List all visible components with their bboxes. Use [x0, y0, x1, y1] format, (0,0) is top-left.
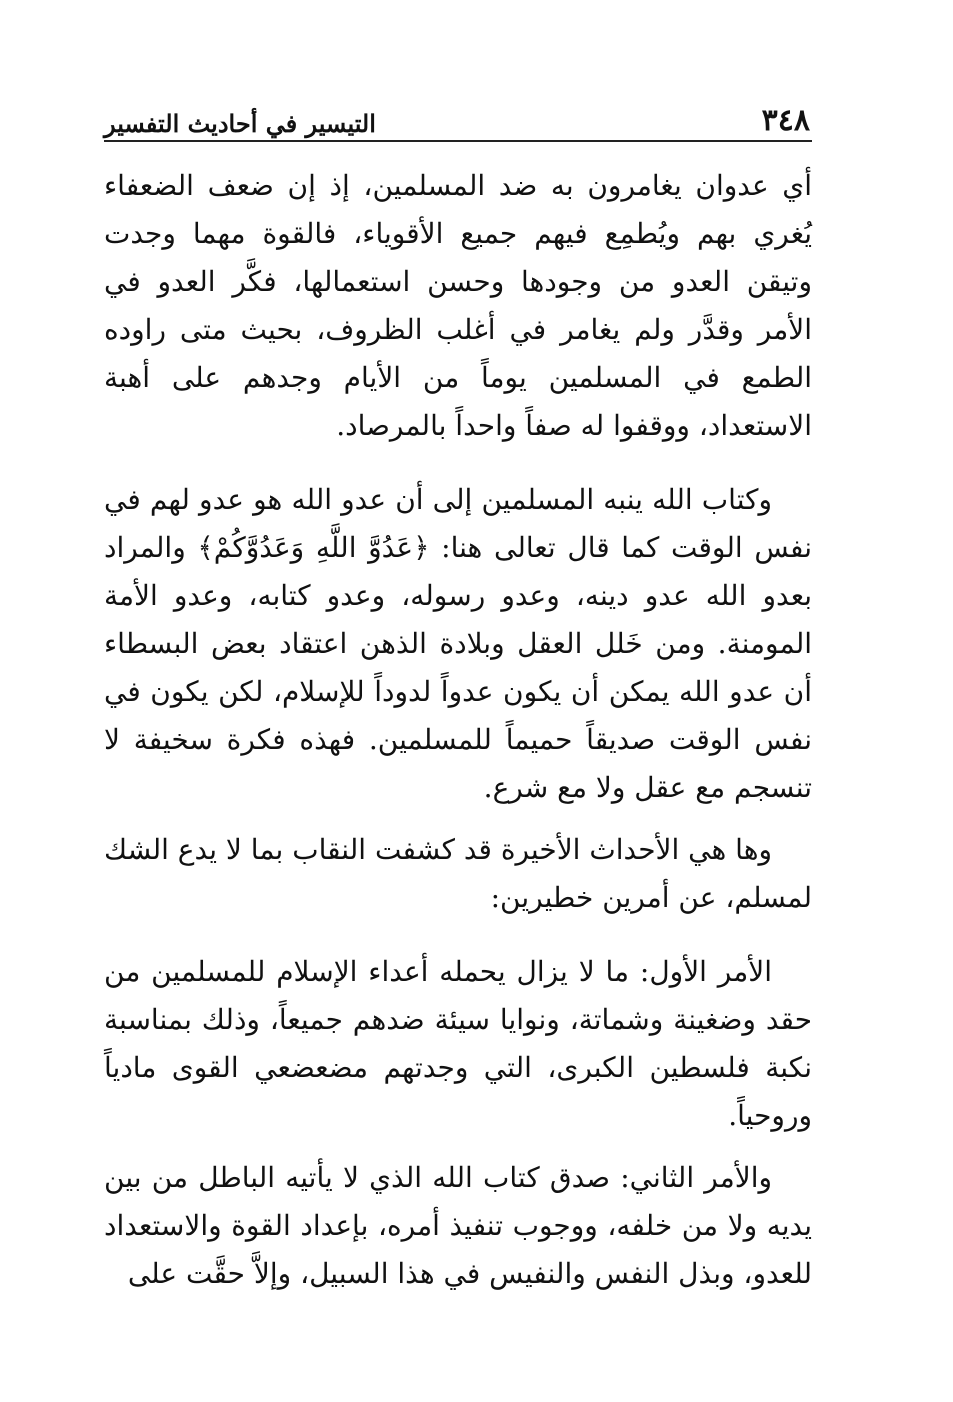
page-body [104, 162, 812, 1298]
paragraph-4: الأمر الأول: ما لا يزال يحمله أعداء الإسلام للمسلمين من حقد وضغينة وشماتة، ونوايا سيئة ضدهم جميعاً، وذلك بمناسبة نكبة فلسطين الكبرى، التي وجدتهم مضعضعي القوى مادياً وروحياً. [104, 955, 812, 1132]
paragraph-2: وكتاب الله ينبه المسلمين إلى أن عدو الله هو عدو لهم في نفس الوقت كما قال تعالى هنا: ﴿عَدُوَّ اللَّهِ وَعَدُوَّكُمْ﴾ والمراد بعدو الله عدو دينه، وعدو رسوله، وعدو كتابه، وعدو الأمة المومنة. ومن خَلل العقل وبلادة الذهن اعتقاد بعض البسطاء أن عدو الله يمكن أن يكون عدواً لدوداً للإسلام، لكن يكون في نفس الوقت صديقاً حميماً للمسلمين. فهذه فكرة سخيفة لا تنسجم مع عقل ولا مع شرع. [104, 483, 812, 804]
page-number: ٣٤٨ [761, 103, 810, 138]
header-rule [104, 140, 812, 142]
page-header [104, 94, 810, 136]
paragraph-5: والأمر الثاني: صدق كتاب الله الذي لا يأتيه الباطل من بين يديه ولا من خلفه، ووجوب تنفيذ أمره، بإعداد القوة والاستعداد للعدو، وبذل النفس والنفيس في هذا السبيل، وإلاَّ حقَّت على [104, 1161, 812, 1290]
paragraph-3: وها هي الأحداث الأخيرة قد كشفت النقاب بما لا يدع الشك لمسلم، عن أمرين خطيرين: [104, 833, 812, 914]
paragraph-1: أي عدوان يغامرون به ضد المسلمين، إذ إن ضعف الضعفاء يُغري بهم ويُطمِع فيهم جميع الأقوياء، فالقوة مهما وجدت وتيقن العدو من وجودها وحسن استعمالها، فكَّر العدو في الأمر وقدَّر ولم يغامر في أغلب الظروف، بحيث متى راوده الطمع في المسلمين يوماً من الأيام وجدهم على أهبة الاستعداد، ووقفوا له صفاً واحداً بالمرصاد. [104, 169, 812, 442]
running-title: التيسير في أحاديث التفسير [104, 109, 376, 138]
